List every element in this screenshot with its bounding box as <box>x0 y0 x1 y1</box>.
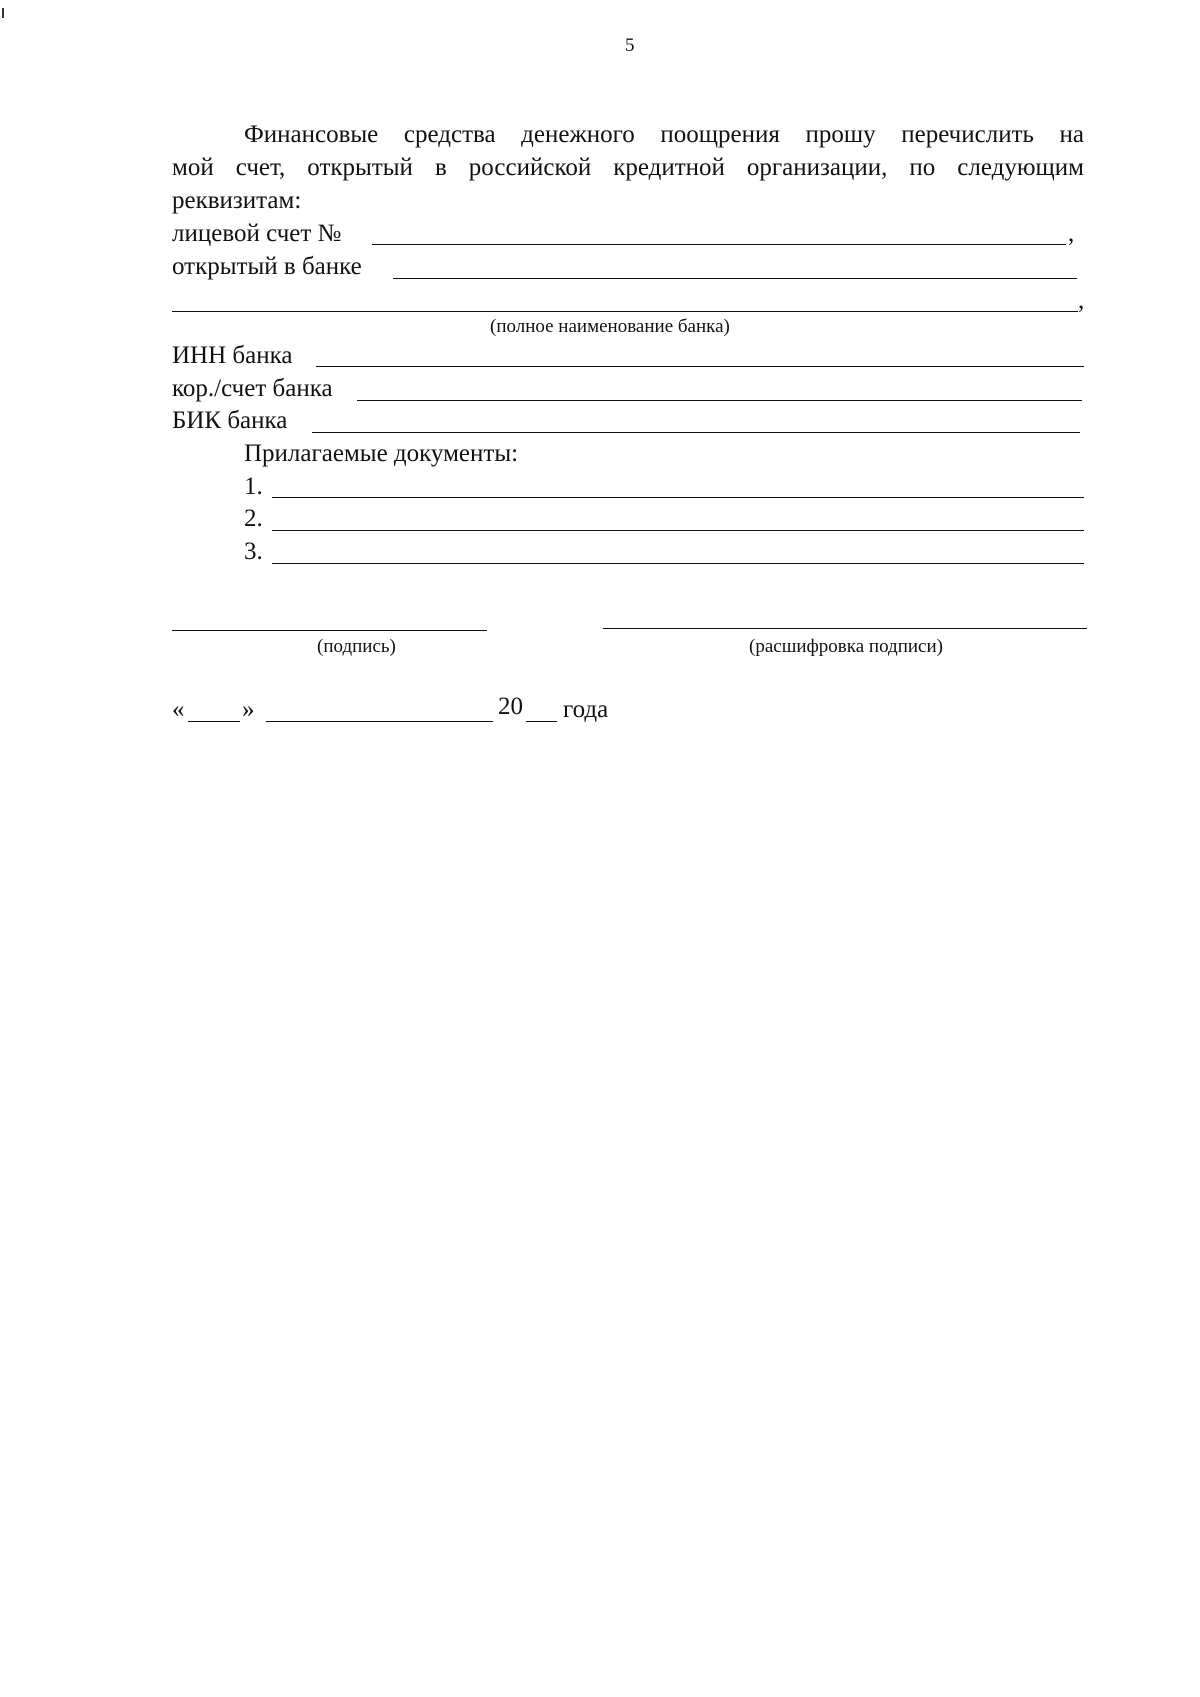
account-comma: , <box>1068 220 1075 247</box>
attachment-number: 1. <box>244 473 263 500</box>
attachment-field-1[interactable] <box>272 497 1084 498</box>
signature-field[interactable] <box>172 630 487 631</box>
corr-account-label: кор./счет банка <box>172 375 333 402</box>
date-close-quote: » <box>242 696 255 723</box>
attachment-number: 3. <box>244 538 263 565</box>
attachment-number: 2. <box>244 505 263 532</box>
signature-decode-caption: (расшифровка подписи) <box>749 636 943 657</box>
bik-field[interactable] <box>312 432 1080 433</box>
signature-decode-field[interactable] <box>603 628 1087 629</box>
date-year-field[interactable] <box>526 721 557 722</box>
attachment-field-2[interactable] <box>272 530 1084 531</box>
bik-label: БИК банка <box>172 407 288 434</box>
paragraph-line-2: мой счет, открытый в российской кредитной организации, по следующим <box>172 154 1084 181</box>
inn-label: ИНН банка <box>172 342 293 369</box>
attachments-heading: Прилагаемые документы: <box>244 440 519 467</box>
bank-comma: , <box>1078 287 1085 314</box>
bank-name-field[interactable] <box>393 278 1077 279</box>
date-month-field[interactable] <box>266 721 493 722</box>
bank-label: открытый в банке <box>172 253 362 280</box>
bank-name-field-line2[interactable] <box>172 311 1078 312</box>
inn-field[interactable] <box>316 366 1084 367</box>
date-open-quote: « <box>172 696 185 723</box>
bank-name-caption: (полное наименование банка) <box>490 316 730 337</box>
paragraph-line-3: реквизитам: <box>172 187 302 214</box>
paragraph-line-1: Финансовые средства денежного поощрения прошу перечислить на <box>244 121 1084 148</box>
page-number: 5 <box>625 35 635 56</box>
scan-artifact <box>2 8 4 18</box>
date-year-word: года <box>563 696 609 723</box>
account-number-field[interactable] <box>372 244 1066 245</box>
date-day-field[interactable] <box>188 721 240 722</box>
attachment-field-3[interactable] <box>272 563 1084 564</box>
date-year-prefix: 20 <box>498 693 523 720</box>
signature-caption: (подпись) <box>317 636 396 657</box>
account-label: лицевой счет № <box>172 220 342 247</box>
corr-account-field[interactable] <box>357 400 1082 401</box>
